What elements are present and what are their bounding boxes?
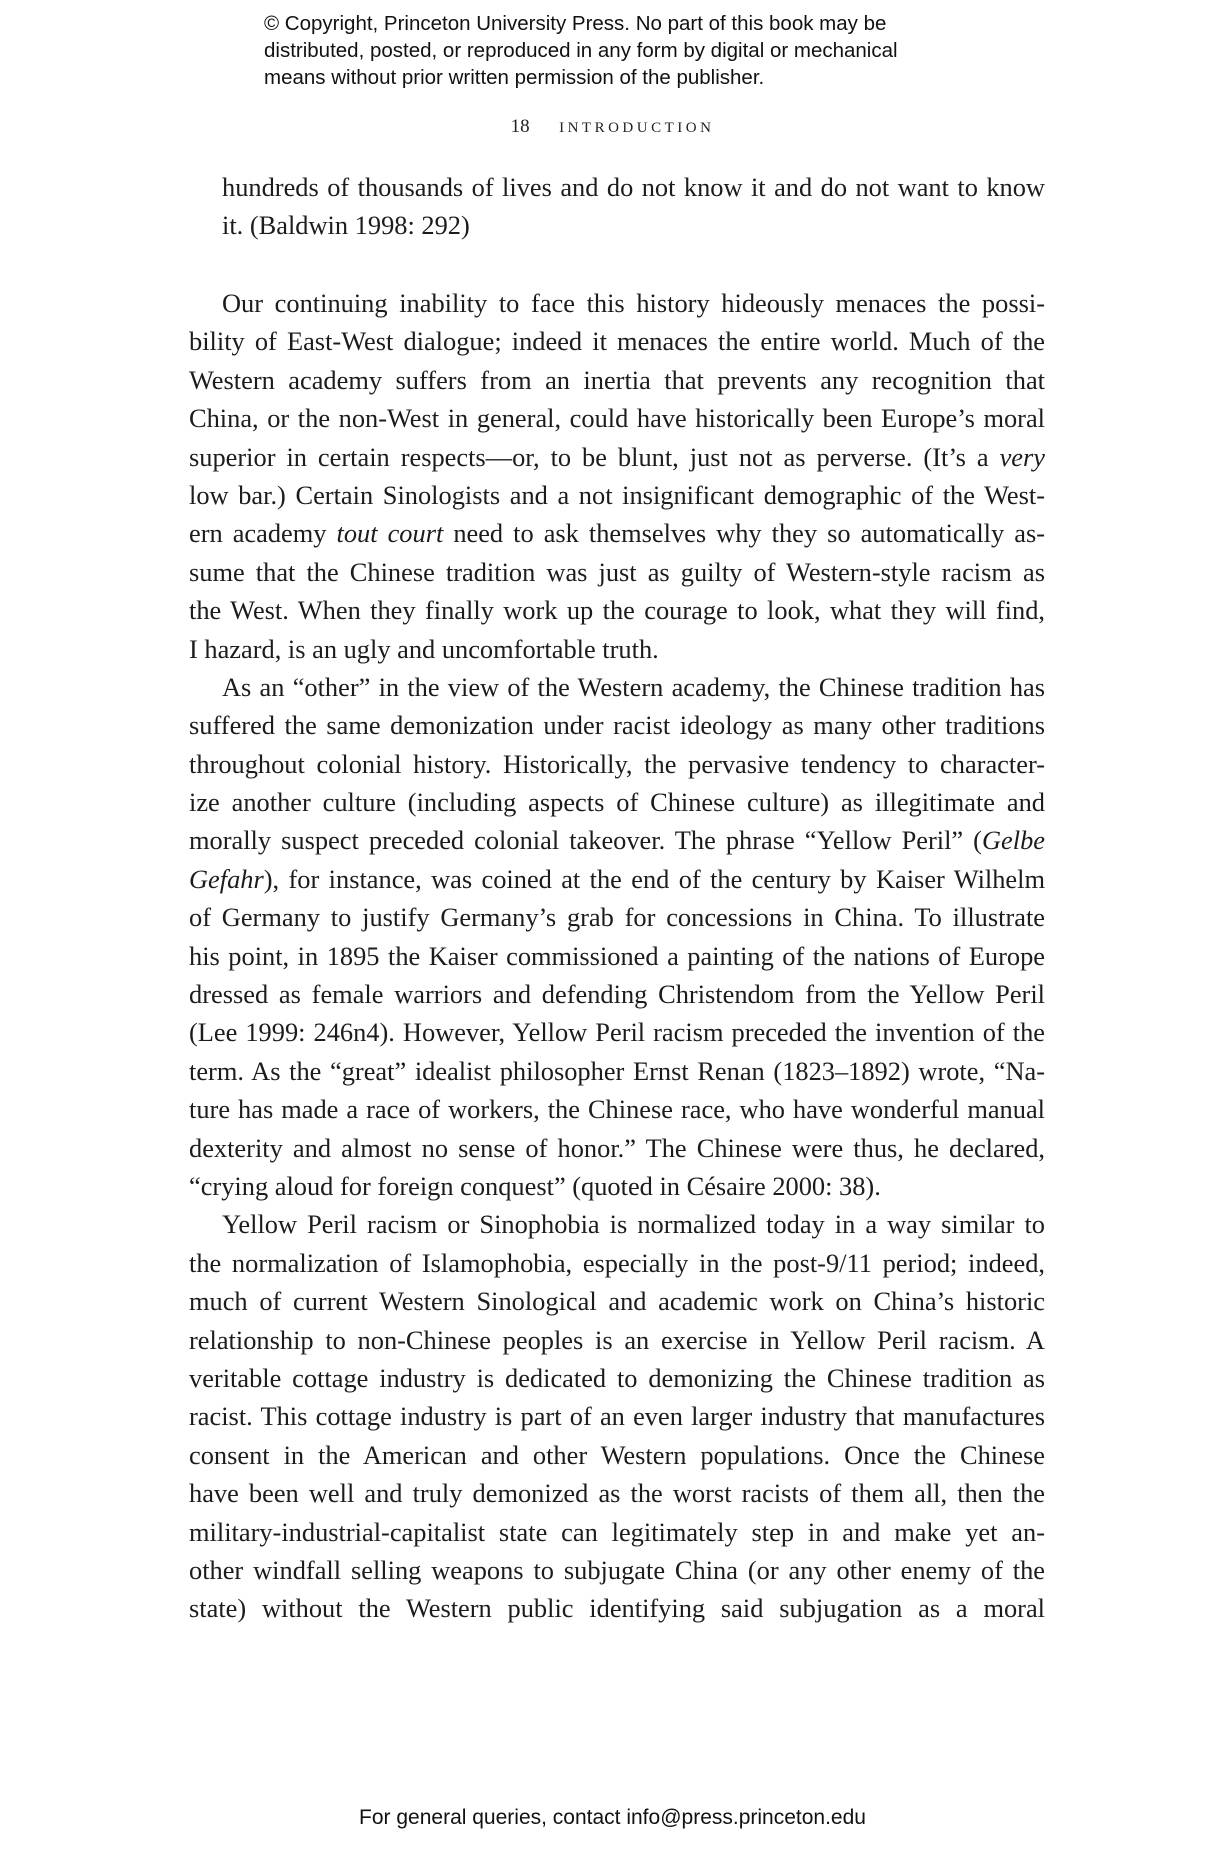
body-text (189, 284, 1045, 1628)
quote-line: it. (Baldwin 1998: 292) (222, 210, 470, 241)
paragraph-line: ern academy tout court need to ask themselves why they so automatically as- (189, 518, 1045, 549)
paragraph-line: relationship to non-Chinese peoples is an exercise in Yellow Peril racism. A (189, 1324, 1045, 1355)
paragraph-line: military-industrial-capitalist state can legitimately step in and make yet an- (189, 1516, 1045, 1547)
footer-contact: For general queries, contact info@press.princeton.edu (359, 1806, 866, 1829)
block-quote (222, 168, 1045, 245)
paragraph-line: consent in the American and other Western populations. Once the Chinese (189, 1439, 1045, 1470)
italic-term: tout court (336, 518, 444, 549)
paragraph-line: Our continuing inability to face this history hideously menaces the possi- (222, 288, 1045, 318)
paragraph-line: term. As the “great” idealist philosopher Ernst Renan (1823–1892) wrote, “Na- (189, 1055, 1045, 1086)
paragraph-line: Yellow Peril racism or Sinophobia is normalized today in a way similar to (222, 1209, 1045, 1240)
page-number: 18 (510, 116, 530, 137)
copyright-line: means without prior written permission of the publisher. (264, 66, 765, 89)
paragraph-line: his point, in 1895 the Kaiser commissioned a painting of the nations of Europe (189, 940, 1045, 971)
paragraph-line: I hazard, is an ugly and uncomfortable truth. (189, 633, 659, 664)
paragraph-line: China, or the non-West in general, could have historically been Europe’s moral (189, 403, 1045, 434)
paragraph-line: much of current Western Sinological and academic work on China’s historic (189, 1286, 1045, 1317)
paragraph-line: throughout colonial history. Historically, the pervasive tendency to character- (189, 748, 1045, 779)
paragraph-line: Gefahr), for instance, was coined at the end of the century by Kaiser Wilhelm (189, 863, 1045, 894)
paragraph-line: As an “other” in the view of the Western academy, the Chinese tradition has (222, 671, 1045, 702)
running-head (0, 112, 1225, 138)
italic-term: Gelbe (981, 825, 1045, 856)
paragraph-line: bility of East-West dialogue; indeed it menaces the entire world. Much of the (189, 326, 1045, 357)
paragraph-line: dressed as female warriors and defending Christendom from the Yellow Peril (189, 979, 1045, 1010)
paragraph-line: veritable cottage industry is dedicated to demonizing the Chinese tradition as (189, 1362, 1045, 1393)
paragraph-line: low bar.) Certain Sinologists and a not insignificant demographic of the West- (189, 479, 1045, 510)
paragraph-line: suffered the same demonization under racist ideology as many other traditions (189, 710, 1045, 741)
paragraph-line: sume that the Chinese tradition was just as guilty of Western-style racism as (189, 556, 1045, 587)
paragraph-line: have been well and truly demonized as the worst racists of them all, then the (189, 1478, 1045, 1509)
paragraph-line: the normalization of Islamophobia, especially in the post-9/11 period; indeed, (189, 1247, 1045, 1278)
paragraph-line: ize another culture (including aspects of Chinese culture) as illegitimate and (189, 787, 1045, 818)
paragraph-line: Western academy suffers from an inertia that prevents any recognition that (189, 364, 1045, 395)
running-head-title: introduction (559, 112, 715, 137)
paragraph-line: (Lee 1999: 246n4). However, Yellow Peril racism preceded the invention of the (189, 1017, 1045, 1048)
paragraph-line: racist. This cottage industry is part of an even larger industry that manufactures (189, 1401, 1045, 1432)
paragraph-line: the West. When they finally work up the courage to look, what they will find, (189, 595, 1045, 626)
copyright-line: distributed, posted, or reproduced in any form by digital or mechanical (264, 39, 898, 62)
paragraph-line: state) without the Western public identifying said subjugation as a moral (189, 1593, 1045, 1624)
paragraph (189, 668, 1045, 1205)
copyright-notice (264, 10, 1024, 91)
paragraph-line: dexterity and almost no sense of honor.” The Chinese were thus, he declared, (189, 1132, 1045, 1163)
paragraph-line: superior in certain respects—or, to be blunt, just not as perverse. (It’s a very (189, 441, 1045, 472)
quote-line: hundreds of thousands of lives and do not know it and do not want to know (222, 172, 1045, 202)
italic-term: Gefahr (189, 863, 264, 894)
paragraph-line: ture has made a race of workers, the Chinese race, who have wonderful manual (189, 1094, 1045, 1125)
paragraph-line: morally suspect preceded colonial takeover. The phrase “Yellow Peril” (Gelbe (189, 825, 1045, 856)
paragraph (189, 284, 1045, 668)
copyright-line: © Copyright, Princeton University Press. No part of this book may be (264, 12, 887, 35)
paragraph-line: other windfall selling weapons to subjugate China (or any other enemy of the (189, 1554, 1045, 1585)
paragraph-line: “crying aloud for foreign conquest” (quoted in Césaire 2000: 38). (189, 1170, 881, 1201)
paragraph-line: of Germany to justify Germany’s grab for concessions in China. To illustrate (189, 902, 1045, 933)
paragraph (189, 1205, 1045, 1627)
italic-term: very (999, 441, 1045, 472)
